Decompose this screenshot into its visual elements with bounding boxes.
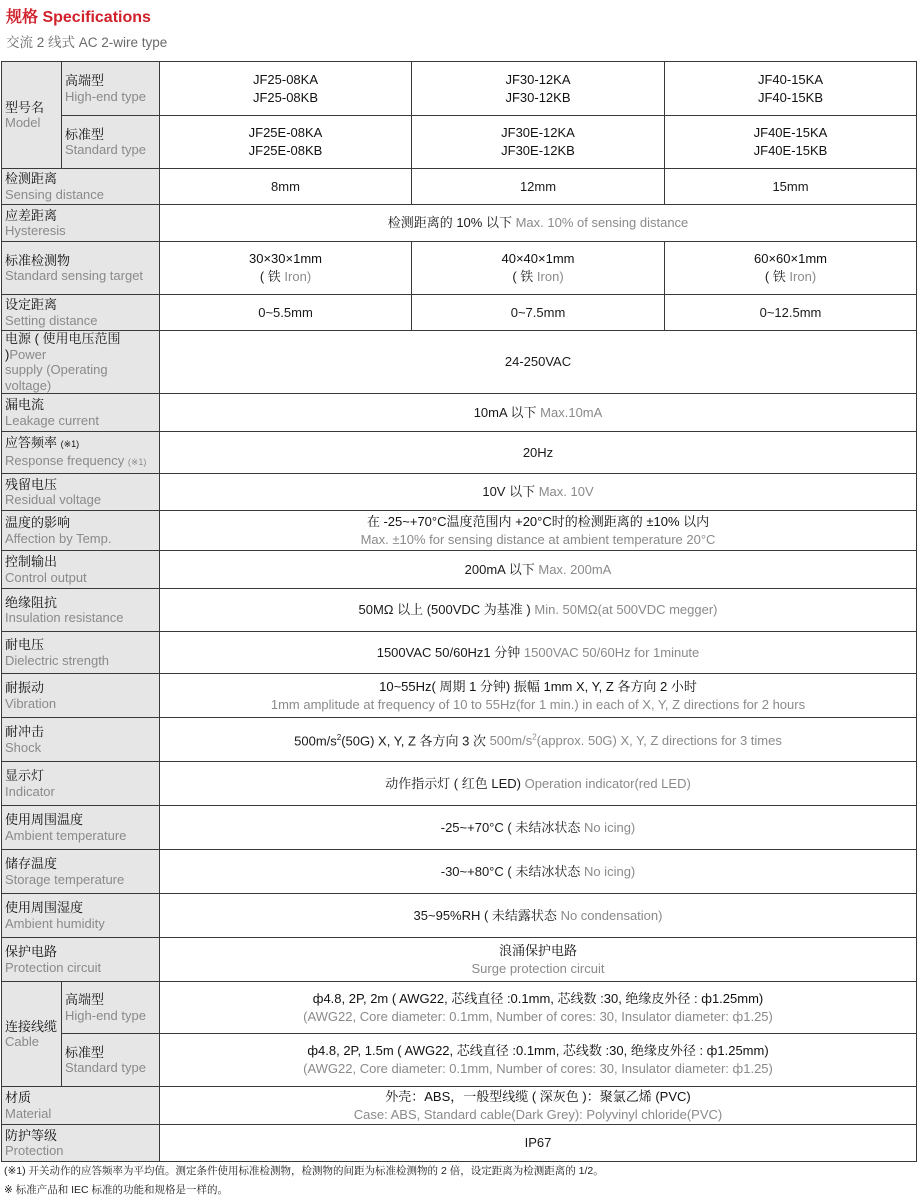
protection-value: IP67 — [160, 1125, 917, 1162]
cable-highend-label: 高端型 High-end type — [62, 982, 160, 1034]
model-highend-1: JF25-08KA JF25-08KB — [160, 62, 412, 116]
row-response — [2, 432, 917, 474]
power-label: 电源 ( 使用电压范围 )Power supply (Operating voltage) — [2, 331, 160, 394]
row-vibration — [2, 674, 917, 718]
control-output-value: 200mA 以下 Max. 200mA — [160, 551, 917, 589]
cable-standard-value: ф4.8, 2P, 1.5m ( AWG22, 芯线直径 :0.1mm, 芯线数 :30, 绝缘皮外径 : ф1.25mm) (AWG22, Core diameter: 0.1mm, Number of cores: 30, Insulator diameter: ф1.25) — [160, 1034, 917, 1087]
row-model-standard — [2, 116, 917, 169]
model-standard-2: JF30E-12KA JF30E-12KB — [412, 116, 665, 169]
sensing-distance-1: 8mm — [160, 169, 412, 205]
row-indicator — [2, 762, 917, 806]
protection-circuit-value: 浪涌保护电路 Surge protection circuit — [160, 938, 917, 982]
row-material — [2, 1087, 917, 1125]
vibration-value: 10~55Hz( 周期 1 分钟) 振幅 1mm X, Y, Z 各方向 2 小时 1mm amplitude at frequency of 10 to 55Hz(for 1 min.) in each of X, Y, Z directions for 2 hours — [160, 674, 917, 718]
model-label: 型号名 Model — [2, 62, 62, 169]
humidity-value: 35~95%RH ( 未结露状态 No condensation) — [160, 894, 917, 938]
row-protection-circuit — [2, 938, 917, 982]
setting-distance-3: 0~12.5mm — [665, 295, 917, 331]
protection-label: 防护等级 Protection — [2, 1125, 160, 1162]
model-standard-1: JF25E-08KA JF25E-08KB — [160, 116, 412, 169]
target-2: 40×40×1mm ( 铁 Iron) — [412, 242, 665, 295]
hysteresis-value: 检测距离的 10% 以下 Max. 10% of sensing distance — [160, 205, 917, 242]
leakage-label: 漏电流 Leakage current — [2, 394, 160, 432]
cable-standard-label: 标准型 Standard type — [62, 1034, 160, 1087]
page-title: 规格 Specifications — [6, 9, 151, 26]
indicator-label: 显示灯 Indicator — [2, 762, 160, 806]
row-setting-distance — [2, 295, 917, 331]
model-highend-2: JF30-12KA JF30-12KB — [412, 62, 665, 116]
setting-distance-label: 设定距离 Setting distance — [2, 295, 160, 331]
ambient-temp-value: -25~+70°C ( 未结冰状态 No icing) — [160, 806, 917, 850]
residual-label: 残留电压 Residual voltage — [2, 474, 160, 511]
row-sensing-distance — [2, 169, 917, 205]
row-cable-highend — [2, 982, 917, 1034]
cable-highend-value: ф4.8, 2P, 2m ( AWG22, 芯线直径 :0.1mm, 芯线数 :30, 绝缘皮外径 : ф1.25mm) (AWG22, Core diameter: 0.1mm, Number of cores: 30, Insulator diameter: ф1.25) — [160, 982, 917, 1034]
control-output-label: 控制输出 Control output — [2, 551, 160, 589]
indicator-value: 动作指示灯 ( 红色 LED) Operation indicator(red LED) — [160, 762, 917, 806]
row-model-highend — [2, 62, 917, 116]
row-target — [2, 242, 917, 295]
target-1: 30×30×1mm ( 铁 Iron) — [160, 242, 412, 295]
row-protection — [2, 1125, 917, 1162]
row-residual — [2, 474, 917, 511]
row-insulation — [2, 589, 917, 632]
protection-circuit-label: 保护电路 Protection circuit — [2, 938, 160, 982]
row-control-output — [2, 551, 917, 589]
row-storage-temp — [2, 850, 917, 894]
material-value: 外壳：ABS，一般型线缆 ( 深灰色 )：聚氯乙烯 (PVC) Case: ABS, Standard cable(Dark Grey): Polyvinyl chloride(PVC) — [160, 1087, 917, 1125]
humidity-label: 使用周围湿度 Ambient humidity — [2, 894, 160, 938]
setting-distance-2: 0~7.5mm — [412, 295, 665, 331]
power-value: 24-250VAC — [160, 331, 917, 394]
footnote-2: ※ 标准产品和 IEC 标准的功能和规格是一样的。 — [4, 1184, 229, 1196]
row-humidity — [2, 894, 917, 938]
target-label: 标准检测物 Standard sensing target — [2, 242, 160, 295]
temp-effect-label: 温度的影响 Affection by Temp. — [2, 511, 160, 551]
row-temp-effect — [2, 511, 917, 551]
sensing-distance-label: 检测距离 Sensing distance — [2, 169, 160, 205]
row-cable-standard — [2, 1034, 917, 1087]
spec-table — [1, 61, 917, 1162]
material-label: 材质 Material — [2, 1087, 160, 1125]
row-dielectric — [2, 632, 917, 674]
sensing-distance-3: 15mm — [665, 169, 917, 205]
storage-temp-value: -30~+80°C ( 未结冰状态 No icing) — [160, 850, 917, 894]
row-shock — [2, 718, 917, 762]
response-label: 应答频率 (※1) Response frequency (※1) — [2, 432, 160, 474]
model-highend-label: 高端型 High-end type — [62, 62, 160, 116]
cable-label: 连接线缆 Cable — [2, 982, 62, 1087]
temp-effect-value: 在 -25~+70°C温度范围内 +20°C时的检测距离的 ±10% 以内 Max. ±10% for sensing distance at ambient temperature 20°C — [160, 511, 917, 551]
residual-value: 10V 以下 Max. 10V — [160, 474, 917, 511]
model-standard-3: JF40E-15KA JF40E-15KB — [665, 116, 917, 169]
row-leakage — [2, 394, 917, 432]
model-standard-label: 标准型 Standard type — [62, 116, 160, 169]
shock-label: 耐冲击 Shock — [2, 718, 160, 762]
dielectric-label: 耐电压 Dielectric strength — [2, 632, 160, 674]
page-subtitle: 交流 2 线式 AC 2-wire type — [6, 35, 168, 50]
dielectric-value: 1500VAC 50/60Hz1 分钟 1500VAC 50/60Hz for 1minute — [160, 632, 917, 674]
insulation-label: 绝缘阻抗 Insulation resistance — [2, 589, 160, 632]
row-hysteresis — [2, 205, 917, 242]
response-value: 20Hz — [160, 432, 917, 474]
footnote-1: (※1) 开关动作的应答频率为平均值。测定条件使用标准检测物，检测物的间距为标准检测物的 2 倍，设定距离为检测距离的 1/2。 — [4, 1165, 604, 1177]
target-3: 60×60×1mm ( 铁 Iron) — [665, 242, 917, 295]
model-highend-3: JF40-15KA JF40-15KB — [665, 62, 917, 116]
row-ambient-temp — [2, 806, 917, 850]
shock-value: $500m/s^2(50G)$ X, Y, Z 各方向 3 次 $500m/s^2(approx$. 50G) X, Y, Z directions for 3 times — [160, 718, 917, 762]
hysteresis-label: 应差距离 Hysteresis — [2, 205, 160, 242]
leakage-value: 10mA 以下 Max.10mA — [160, 394, 917, 432]
vibration-label: 耐振动 Vibration — [2, 674, 160, 718]
insulation-value: 50MΩ 以上 (500VDC 为基准 ) Min. 50MΩ(at 500VDC megger) — [160, 589, 917, 632]
row-power — [2, 331, 917, 394]
setting-distance-1: 0~5.5mm — [160, 295, 412, 331]
storage-temp-label: 储存温度 Storage temperature — [2, 850, 160, 894]
sensing-distance-2: 12mm — [412, 169, 665, 205]
ambient-temp-label: 使用周围温度 Ambient temperature — [2, 806, 160, 850]
